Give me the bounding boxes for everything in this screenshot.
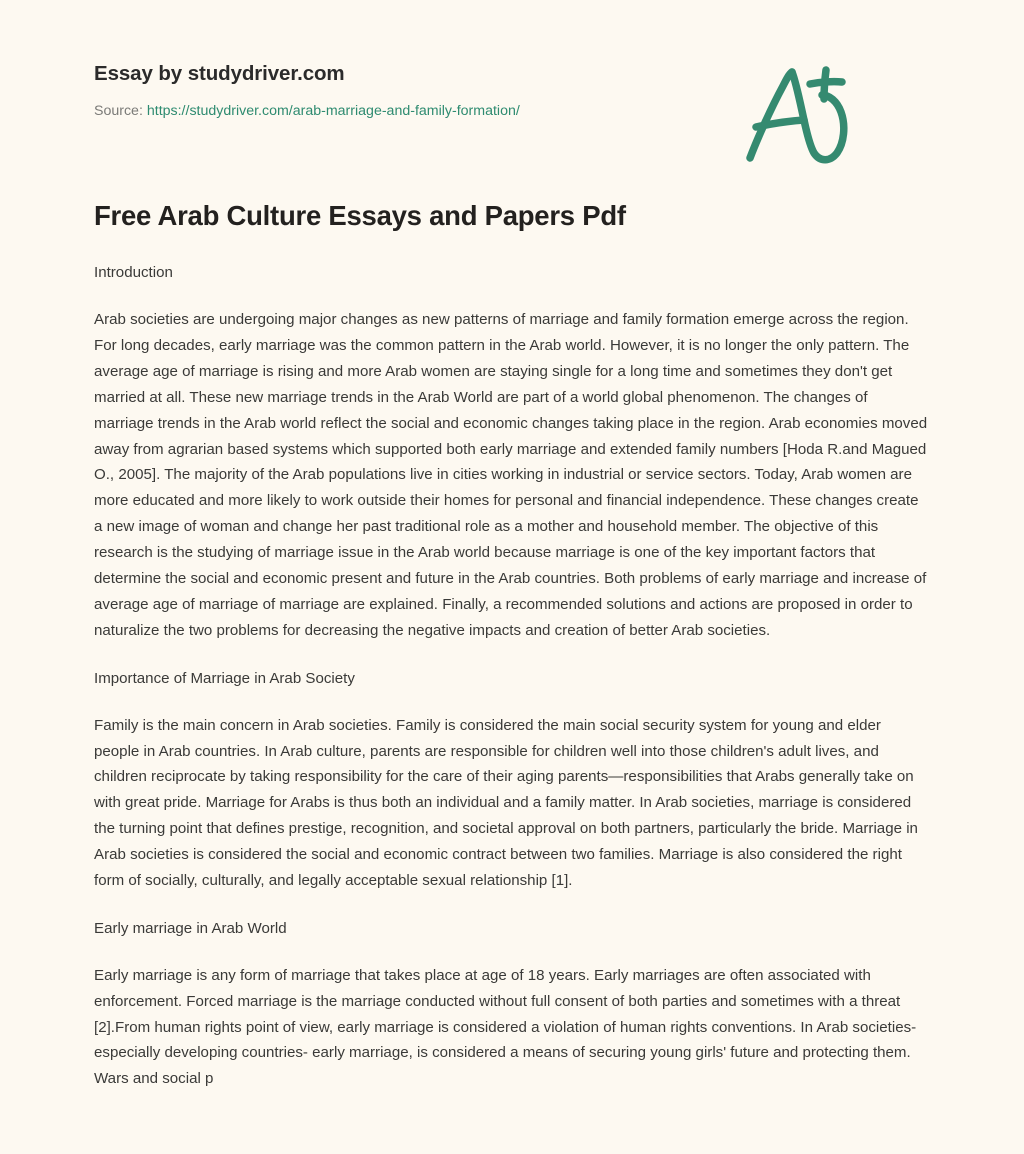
essay-by-label: Essay by studydriver.com <box>94 62 345 85</box>
section-heading-introduction: Introduction <box>94 264 173 282</box>
section-paragraph-early-marriage: Early marriage is any form of marriage that takes place at age of 18 years. Early marriages are often associated with enforcement. Forced marriage is the marriage conducted without full consent of both parties and sometimes with a threat [2].From human rights point of view, early marriage is considered a violation of human rights conventions. In Arab societies- especially developing countries- early marriage, is considered a means of securing young girls' future and protecting them. Wars and social p <box>94 966 917 1088</box>
source-url-link[interactable]: https://studydriver.com/arab-marriage-and-family-formation/ <box>146 102 520 119</box>
section-heading-early-marriage: Early marriage in Arab World <box>94 920 287 938</box>
a-plus-logo-icon <box>736 58 856 168</box>
page-title: Free Arab Culture Essays and Papers Pdf <box>94 200 626 231</box>
source-label: Source: <box>94 102 143 119</box>
section-heading-importance-of-marriage: Importance of Marriage in Arab Society <box>94 670 355 688</box>
document-header <box>94 0 930 120</box>
document-body <box>94 233 930 1092</box>
section-paragraph-importance-of-marriage: Family is the main concern in Arab societies. Family is considered the main social security system for young and elder people in Arab countries. In Arab culture, parents are responsible for children well into those children's adult lives, and children reciprocate by taking responsibility for the care of their aging parents—responsibilities that Arabs generally take on with great pride. Marriage for Arabs is thus both an individual and a family matter. In Arab societies, marriage is considered the turning point that defines prestige, recognition, and societal approval on both partners, particularly the bride. Marriage in Arab societies is considered the social and economic contract between two families. Marriage is also considered the right form of socially, culturally, and legally acceptable sexual relationship [1]. <box>94 716 918 890</box>
section-paragraph-introduction: Arab societies are undergoing major changes as new patterns of marriage and family formation emerge across the region. For long decades, early marriage was the common pattern in the Arab world. However, it is no longer the only pattern. The average age of marriage is rising and more Arab women are staying single for a long time and sometimes they don't get married at all. These new marriage trends in the Arab World are part of a world global phenomenon. The changes of marriage trends in the Arab world reflect the social and economic changes taking place in the region. Arab economies moved away from agrarian based systems which supported both early marriage and extended family numbers [Hoda R.and Magued O., 2005]. The majority of the Arab populations live in cities working in industrial or service sectors. Today, Arab women are more educated and more likely to work outside their homes for personal and financial independence. These changes create a new image of woman and change her past traditional role as a mother and household member. The objective of this research is the studying of marriage issue in the Arab world because marriage is one of the key important factors that determine the social and economic present and future in the Arab countries. Both problems of early marriage and increase of average age of marriage of marriage are explained. Finally, a recommended solutions and actions are proposed in order to naturalize the two problems for decreasing the negative impacts and creation of better Arab societies. <box>94 310 928 640</box>
